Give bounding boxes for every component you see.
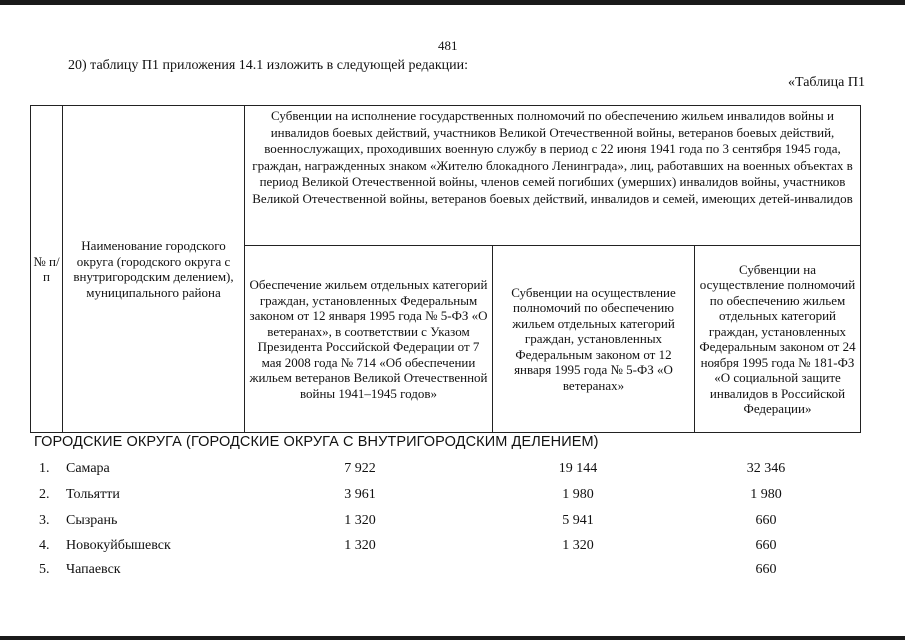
row-number: 5.	[39, 562, 50, 577]
column-header-subsidies: Субвенции на исполнение государственных полномочий по обеспечению жильем инвалидов войны и инвалидов боевых действий, участников Великой Отечественной войны, ветеранов боевых действий, военнослужащих, проходивших военную службу в период с 22 июня 1941 года по 3 сентября 1945 года, граждан, награжденных знаком «Жителю блокадного Ленинграда», лиц, работавших на военных объектах в период Великой Отечественной войны, членов семей погибших (умерших) инвалидов войны, участников Великой Отечественной войны, ветеранов боевых действий, инвалидов и семей, имеющих детей-инвалидов	[245, 106, 861, 246]
value-housing-veterans: 7 922	[344, 461, 376, 476]
municipality-name: Чапаевск	[66, 562, 121, 577]
municipality-name: Тольятти	[66, 487, 120, 502]
top-scan-border	[0, 0, 905, 5]
value-subsidy-disabled-law: 660	[755, 538, 777, 553]
value-subsidy-veterans-law: 1 980	[562, 487, 594, 502]
value-subsidy-disabled-law: 32 346	[746, 461, 786, 476]
section-heading: ГОРОДСКИЕ ОКРУГА (ГОРОДСКИЕ ОКРУГА С ВНУТРИГОРОДСКИМ ДЕЛЕНИЕМ)	[34, 434, 599, 450]
subsidy-header-table	[30, 105, 861, 433]
column-header-number: № п/п	[31, 106, 63, 433]
subcolumn-header-subsidy-disabled-law: Субвенции на осуществление полномочий по обеспечению жильем отдельных категорий граждан, установленных Федеральным законом от 24 ноября 1995 года № 181-ФЗ «О социальной защите инвалидов в Российской Федерации»	[695, 246, 861, 433]
row-number: 4.	[39, 538, 50, 553]
intro-text: 20) таблицу П1 приложения 14.1 изложить в следующей редакции:	[68, 58, 469, 73]
table-caption: «Таблица П1	[788, 75, 865, 90]
municipality-name: Сызрань	[66, 513, 118, 528]
bottom-scan-border	[0, 636, 905, 640]
table-row	[0, 538, 905, 558]
value-subsidy-disabled-law: 660	[755, 513, 777, 528]
value-housing-veterans: 1 320	[344, 538, 376, 553]
subcolumn-header-housing-veterans: Обеспечение жильем отдельных категорий граждан, установленных Федеральным законом от 12 января 1995 года № 5-ФЗ «О ветеранах», в соответствии с Указом Президента Российской Федерации от 7 мая 2008 года № 714 «Об обеспечении жильем ветеранов Великой Отечественной войны 1941–1945 годов»	[245, 246, 493, 433]
value-housing-veterans: 3 961	[344, 487, 376, 502]
value-subsidy-veterans-law: 5 941	[562, 513, 594, 528]
value-housing-veterans: 1 320	[344, 513, 376, 528]
value-subsidy-veterans-law: 19 144	[558, 461, 598, 476]
value-subsidy-disabled-law: 660	[755, 562, 777, 577]
value-subsidy-veterans-law: 1 320	[562, 538, 594, 553]
table-row	[0, 461, 905, 481]
row-number: 1.	[39, 461, 50, 476]
column-header-municipality: Наименование городского округа (городского округа с внутригородским делением), муниципального района	[63, 106, 245, 433]
row-number: 3.	[39, 513, 50, 528]
municipality-name: Новокуйбышевск	[66, 538, 171, 553]
table-row	[0, 513, 905, 533]
table-row	[0, 487, 905, 507]
page-number: 481	[438, 38, 458, 53]
municipality-name: Самара	[66, 461, 110, 476]
value-subsidy-disabled-law: 1 980	[750, 487, 782, 502]
subcolumn-header-subsidy-veterans-law: Субвенции на осуществление полномочий по обеспечению жильем отдельных категорий граждан, установленных Федеральным законом от 12 января 1995 года № 5-ФЗ «О ветеранах»	[493, 246, 695, 433]
row-number: 2.	[39, 487, 50, 502]
table-row	[0, 562, 905, 582]
